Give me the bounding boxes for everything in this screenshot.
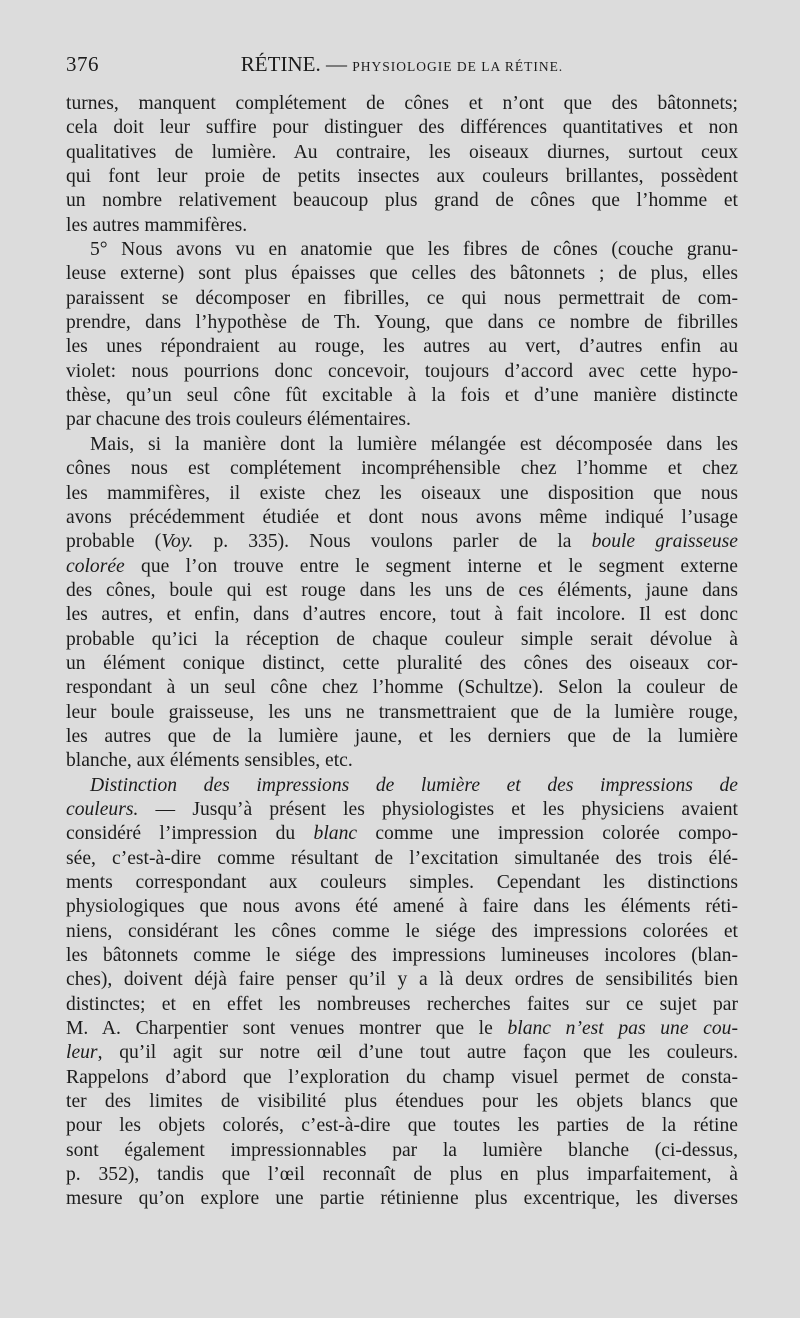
- text-line: [66, 384, 738, 408]
- text-segment: avons précédemment étudiée et dont nous avons même indiqué l’usage: [66, 506, 738, 528]
- text-segment: les unes répondraient au rouge, les autres au vert, d’autres enfin au: [66, 336, 738, 358]
- text-segment: probable qu’ici la réception de chaque couleur simple serait dévolue à: [66, 628, 738, 650]
- text-segment: par chacune des trois couleurs élémentaires.: [66, 409, 411, 431]
- text-line: [66, 1017, 738, 1041]
- text-segment: que l’on trouve entre le segment interne et le segment externe: [124, 555, 738, 577]
- text-segment: pour les objets colorés, c’est-à-dire que toutes les parties de la rétine: [66, 1115, 738, 1137]
- text-line: [66, 555, 738, 579]
- text-segment: p. 335). Nous voulons parler de la: [193, 531, 592, 553]
- text-segment: les bâtonnets comme le siége des impressions lumineuses incolores (blan-: [66, 945, 738, 967]
- text-line: [66, 116, 738, 140]
- running-title-dash: —: [320, 52, 353, 76]
- text-segment: violet: nous pourrions donc concevoir, toujours d’accord avec cette hypo-: [66, 360, 738, 382]
- text-segment: 5° Nous avons vu en anatomie que les fibres de cônes (couche granu-: [90, 239, 738, 261]
- text-segment: des cônes, boule qui est rouge dans les uns de ces éléments, jaune dans: [66, 579, 738, 601]
- italic-text: leur: [66, 1042, 98, 1064]
- text-line: [66, 798, 738, 822]
- text-segment: turnes, manquent complétement de cônes et n’ont que des bâtonnets;: [66, 93, 738, 114]
- text-segment: qui font leur proie de petits insectes aux couleurs brillantes, possèdent: [66, 166, 738, 188]
- italic-text: blanc n’est pas une cou-: [507, 1018, 738, 1040]
- text-segment: , qu’il agit sur notre œil d’une tout autre façon que les couleurs.: [97, 1042, 738, 1064]
- text-segment: sée, c’est-à-dire comme résultant de l’excitation simultanée des trois élé-: [66, 847, 738, 869]
- text-line: [66, 238, 738, 262]
- text-line: [66, 774, 738, 798]
- text-segment: distinctes; et en effet les nombreuses recherches faites sur ce sujet par: [66, 993, 738, 1015]
- running-title-section: PHYSIOLOGIE DE LA RÉTINE.: [352, 59, 564, 74]
- text-segment: respondant à un seul cône chez l’homme (Schultze). Selon la couleur de: [66, 677, 738, 699]
- text-line: [66, 749, 738, 773]
- text-segment: les mammifères, il existe chez les oiseaux une disposition que nous: [66, 482, 738, 504]
- text-line: [66, 1139, 738, 1163]
- text-line: [66, 335, 738, 359]
- text-segment: considéré l’impression du: [66, 823, 314, 845]
- text-line: [66, 1163, 738, 1187]
- text-line: [66, 1090, 738, 1114]
- text-segment: — Jusqu’à présent les physiologistes et les physiciens avaient: [138, 798, 738, 820]
- text-line: [66, 457, 738, 481]
- text-line: [66, 311, 738, 335]
- text-line: [66, 482, 738, 506]
- italic-text: Distinction des impressions de lumière et des impressions de: [90, 774, 738, 796]
- text-line: [66, 433, 738, 457]
- italic-text: blanc: [313, 823, 358, 845]
- text-line: [66, 920, 738, 944]
- text-line: [66, 408, 738, 432]
- text-segment: sont également impressionnables par la lumière blanche (ci-dessus,: [66, 1139, 738, 1161]
- text-segment: mesure qu’on explore une partie rétinienne plus excentrique, les diverses: [66, 1188, 738, 1210]
- text-line: [66, 993, 738, 1017]
- text-line: [66, 1066, 738, 1090]
- text-line: [66, 701, 738, 725]
- italic-text: Voy.: [161, 531, 194, 553]
- text-segment: prendre, dans l’hypothèse de Th. Young, que dans ce nombre de fibrilles: [66, 312, 738, 334]
- text-line: [66, 214, 738, 238]
- text-segment: Mais, si la manière dont la lumière mélangée est décomposée dans les: [90, 433, 738, 455]
- italic-text: couleurs.: [66, 798, 139, 820]
- running-header: [66, 52, 738, 82]
- text-segment: leur boule graisseuse, les uns ne transmettraient que de la lumière rouge,: [66, 701, 738, 723]
- text-line: [66, 603, 738, 627]
- body-text: [66, 92, 738, 1212]
- text-line: [66, 92, 738, 116]
- text-line: [66, 676, 738, 700]
- page-number: 376: [66, 52, 99, 76]
- text-line: [66, 579, 738, 603]
- italic-text: boule graisseuse: [591, 531, 738, 553]
- text-line: [66, 506, 738, 530]
- text-line: [66, 944, 738, 968]
- text-segment: M. A. Charpentier sont venues montrer que le: [66, 1018, 508, 1040]
- text-segment: paraissent se décomposer en fibrilles, ce qui nous permettrait de com-: [66, 287, 738, 309]
- text-segment: un élément conique distinct, cette pluralité des cônes des oiseaux cor-: [66, 652, 738, 674]
- text-segment: comme une impression colorée compo-: [357, 823, 738, 845]
- text-line: [66, 847, 738, 871]
- italic-text: colorée: [66, 555, 125, 577]
- text-segment: les autres mammifères.: [66, 214, 248, 236]
- text-segment: ches), doivent déjà faire penser qu’il y a là deux ordres de sensibilités bien: [66, 969, 738, 991]
- text-line: [66, 1114, 738, 1138]
- text-line: [66, 968, 738, 992]
- running-title-main: RÉTINE.: [240, 52, 321, 76]
- text-line: [66, 287, 738, 311]
- text-line: [66, 871, 738, 895]
- text-line: [66, 189, 738, 213]
- text-line: [66, 141, 738, 165]
- text-segment: cônes nous est complétement incompréhensible chez l’homme et chez: [66, 458, 738, 480]
- text-segment: blanche, aux éléments sensibles, etc.: [66, 750, 353, 772]
- text-segment: un nombre relativement beaucoup plus grand de cônes que l’homme et: [66, 190, 738, 212]
- text-segment: leuse externe) sont plus épaisses que celles des bâtonnets ; de plus, elles: [66, 263, 738, 285]
- text-line: [66, 822, 738, 846]
- text-line: [66, 895, 738, 919]
- text-segment: les autres que de la lumière jaune, et les derniers que de la lumière: [66, 725, 738, 747]
- text-segment: probable (: [66, 531, 162, 553]
- text-segment: p. 352), tandis que l’œil reconnaît de plus en plus imparfaitement, à: [66, 1164, 738, 1186]
- text-segment: thèse, qu’un seul cône fût excitable à la fois et d’une manière distincte: [66, 385, 738, 407]
- text-segment: physiologiques que nous avons été amené à faire dans les éléments réti-: [66, 896, 738, 918]
- text-line: [66, 262, 738, 286]
- text-line: [66, 360, 738, 384]
- text-segment: ter des limites de visibilité plus étendues pour les objets blancs que: [66, 1091, 738, 1113]
- running-title: [66, 52, 738, 77]
- text-segment: ments correspondant aux couleurs simples. Cependant les distinctions: [66, 872, 738, 893]
- text-segment: qualitatives de lumière. Au contraire, les oiseaux diurnes, surtout ceux: [66, 141, 738, 163]
- text-segment: Rappelons d’abord que l’exploration du champ visuel permet de consta-: [66, 1066, 738, 1088]
- text-segment: niens, considérant les cônes comme le siége des impressions colorées et: [66, 920, 738, 942]
- text-line: [66, 530, 738, 554]
- text-line: [66, 652, 738, 676]
- text-line: [66, 628, 738, 652]
- text-line: [66, 1041, 738, 1065]
- text-segment: cela doit leur suffire pour distinguer des différences quantitatives et non: [66, 117, 738, 139]
- text-line: [66, 165, 738, 189]
- text-line: [66, 1187, 738, 1211]
- text-segment: les autres, et enfin, dans d’autres encore, tout à fait incolore. Il est donc: [66, 604, 738, 626]
- text-line: [66, 725, 738, 749]
